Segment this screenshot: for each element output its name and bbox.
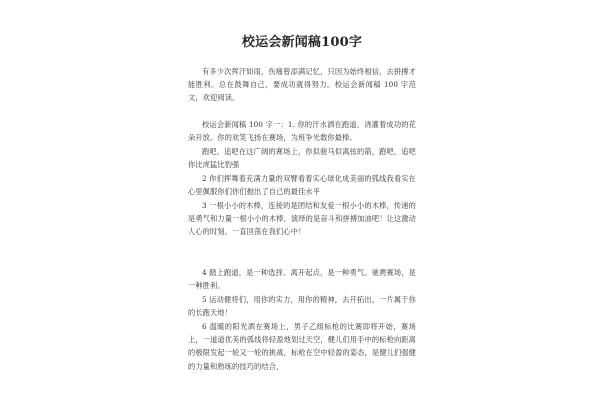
paragraph-1-continued: 跑吧，追吧在这广阔的赛场上，你似骏马似离弦的箭，跑吧，追吧你比虎猛比豹强 (188, 147, 416, 170)
document-title: 校运会新闻稿100字 (241, 35, 363, 50)
paragraph-1: 校运会新闻稿 100 字一：1. 你的汗水洒在跑道，浇灌着成功的花朵开放。你的欢笑飞扬在赛场，为班争光数你最棒。 (188, 120, 416, 143)
paragraph-6: 6 温暖的阳光洒在赛场上，男子乙组标枪的比赛即将开始，赛场上，一道道优美的弧线将轻盈地划过天空，健儿们用手中的标枪向距离的极限发起一轮又一轮的挑战，标枪在空中轻盈的姿态，是健儿们强健的力量和熟练的技巧的结合， (188, 322, 416, 371)
paragraph-intro: 有多少次挥汗如雨，伤痛曾添满记忆，只因为始终相信，去拼搏才能胜利。总在鼓舞自己，要成功就得努力。校运会新闻稿 100 字范文，欢迎阅读。 (188, 67, 416, 103)
paragraph-3: 3 一根小小的木棒，连接的是团结和友爱一根小小的木棒，传递的是勇气和力量一根小小的木棒，演绎的是奋斗和拼搏加油吧！让这激动人心的时刻，一直回荡在我们心中！ (188, 201, 416, 237)
paragraph-2: 2 你们挥舞着充满力量的双臂看着实心球化成美丽的弧线我看实在心里佩服你们你们抛出了自己的最佳水平 (188, 174, 416, 197)
document-page (188, 34, 416, 394)
paragraph-5: 5 运动健将们，用你的实力，用你的精神，去开拓出，一片属于你的长跑天地！ (188, 295, 416, 318)
paragraph-4: 4 踏上跑道，是一种选择。离开起点，是一种勇气。驰骋赛场，是一种胜利。 (188, 268, 416, 291)
